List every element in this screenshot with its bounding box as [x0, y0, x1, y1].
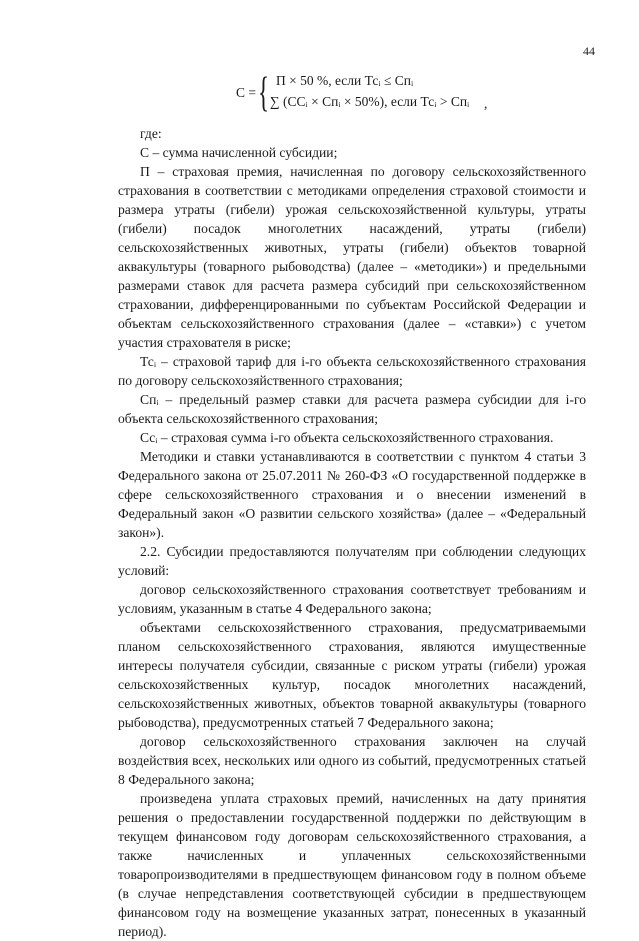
paragraph-methods: Методики и ставки устанавливаются в соответствии с пунктом 4 статьи 3 Федерального закона от 25.07.2011 № 260-ФЗ «О государственной поддержке в сфере сельскохозяйственного страхования и о внесении изменений в Федеральный закон «О развитии сельского хозяйства» (далее – «Федеральный закон»). [118, 449, 586, 540]
paragraph-condition-2: объектами сельскохозяйственного страхования, предусматриваемыми планом сельскохозяйственного страхования, являются имущественные интересы получателя субсидии, связанные с риском утраты (гибели) урожая сельскохозяйственных культур, посадок многолетних насаждений, сельскохозяйственных животных, объектов товарной аквакультуры (товарного рыбоводства), предусмотренных статьей 7 Федерального закона; [118, 620, 586, 730]
formula-lhs: С = [236, 85, 256, 100]
paragraph-def-sp: Спᵢ – предельный размер ставки для расчета размера субсидии для i-го объекта сельскохозяйственного страхования; [118, 392, 586, 426]
paragraph-condition-1: договор сельскохозяйственного страхования соответствует требованиям и условиям, указанным в статье 4 Федерального закона; [118, 582, 586, 616]
page-number: 44 [583, 44, 595, 58]
paragraph-where: где: [140, 126, 162, 141]
body-text [118, 124, 586, 941]
subsidy-formula [236, 71, 536, 119]
paragraph-def-c: С – сумма начисленной субсидии; [140, 145, 338, 160]
paragraph-def-tc: Тсᵢ – страховой тариф для i-го объекта сельскохозяйственного страхования по договору сельскохозяйственного страхования; [118, 354, 586, 388]
formula-case-2: ∑ (ССᵢ × Спᵢ × 50%), если Тсᵢ > Спᵢ [270, 94, 470, 109]
paragraph-section-2-2: 2.2. Субсидии предоставляются получателям при соблюдении следующих условий: [118, 544, 586, 578]
paragraph-condition-4: произведена уплата страховых премий, начисленных на дату принятия решения о предоставлении государственной поддержки по действующим в текущем финансовом году договорам сельскохозяйственного страхования, а также начисленных и уплаченных сельскохозяйственными товаропроизводителями в предшествующем финансовом году в полном объеме (в случае непредставления соответствующей субсидии в предшествующем финансовом году на возмещение указанных затрат, понесенных в указанный период). [118, 791, 586, 939]
formula-brace: { [258, 70, 270, 116]
paragraph-def-sc: Ссᵢ – страховая сумма i-го объекта сельскохозяйственного страхования. [140, 430, 554, 445]
paragraph-def-p: П – страховая премия, начисленная по договору сельскохозяйственного страхования в соответствии с методиками определения страховой стоимости и размера утраты (гибели) урожая сельскохозяйственной культуры, утраты (гибели) посадок многолетних насаждений, утраты (гибели) сельскохозяйственных животных, утраты (гибели) объектов товарной аквакультуры (товарного рыбоводства) (далее – «методики») и предельными размерами ставок для расчета размера субсидий при сельскохозяйственном страховании, дифференцированными по субъектам Российской Федерации и объектам сельскохозяйственного страхования (далее – «ставки») с учетом участия страхователя в риске; [118, 164, 586, 350]
formula-tail: , [484, 96, 488, 111]
formula-case-1: П × 50 %, если Тсᵢ ≤ Спᵢ [276, 73, 414, 88]
paragraph-condition-3: договор сельскохозяйственного страхования заключен на случай воздействия всех, нескольких или одного из событий, предусмотренных статьей 8 Федерального закона; [118, 734, 586, 787]
